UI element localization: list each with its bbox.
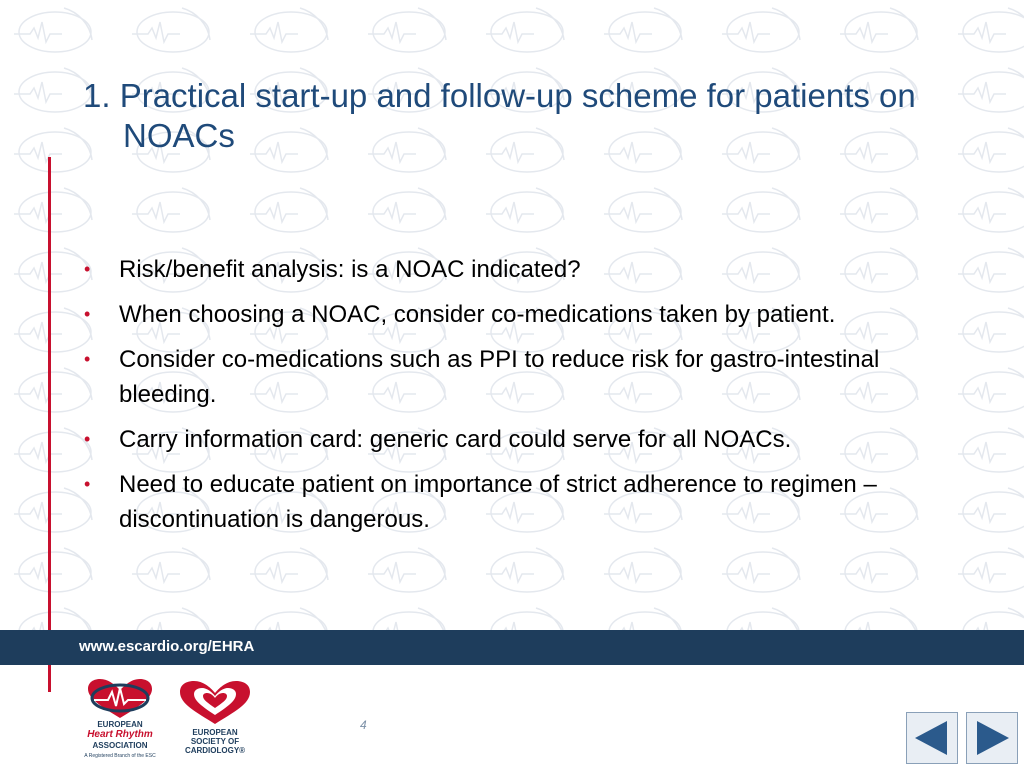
- left-accent-rule: [48, 157, 51, 692]
- bullet-text: Risk/benefit analysis: is a NOAC indicated?: [119, 256, 581, 283]
- bullet-dot-icon: •: [84, 349, 91, 369]
- triangle-left-icon: [907, 713, 957, 763]
- esc-logo: [170, 680, 260, 765]
- bullet-item: [82, 252, 972, 287]
- bullet-item: [82, 342, 972, 412]
- esc-heart-icon: [170, 680, 260, 726]
- bullet-dot-icon: •: [84, 429, 91, 449]
- bullet-dot-icon: •: [84, 304, 91, 324]
- bullet-item: [82, 297, 972, 332]
- ehra-logo: [80, 678, 160, 763]
- bullet-text: Need to educate patient on importance of strict adherence to regimen – discontinuation is dangerous.: [119, 471, 877, 533]
- bullet-item: [82, 467, 972, 537]
- esc-logo-line2: SOCIETY OF: [190, 737, 240, 746]
- bullet-list: [82, 252, 972, 547]
- bullet-text: Carry information card: generic card could serve for all NOACs.: [119, 426, 792, 453]
- next-slide-button[interactable]: [966, 712, 1018, 764]
- ehra-heart-icon: [80, 678, 160, 720]
- footer-bar: [0, 630, 1024, 665]
- bullet-text: Consider co-medications such as PPI to reduce risk for gastro-intestinal bleeding.: [119, 346, 880, 408]
- ehra-logo-line4: A Registered Branch of the ESC: [84, 753, 156, 759]
- slide-title: 1. Practical start-up and follow-up scheme for patients on NOACs: [83, 77, 916, 154]
- page-number: 4: [360, 718, 367, 732]
- bullet-dot-icon: •: [84, 259, 91, 279]
- esc-logo-line3: CARDIOLOGY®: [184, 746, 246, 755]
- bullet-dot-icon: •: [84, 474, 91, 494]
- ehra-logo-line1: EUROPEAN: [97, 720, 143, 729]
- triangle-right-icon: [967, 713, 1017, 763]
- bullet-text: When choosing a NOAC, consider co-medications taken by patient.: [119, 301, 836, 328]
- ehra-logo-line2: Heart Rhythm: [87, 729, 153, 740]
- ehra-logo-line3: ASSOCIATION: [92, 741, 148, 750]
- esc-logo-line1: EUROPEAN: [192, 728, 238, 737]
- footer-url-link[interactable]: www.escardio.org/EHRA: [79, 638, 255, 655]
- bullet-item: [82, 422, 972, 457]
- previous-slide-button[interactable]: [906, 712, 958, 764]
